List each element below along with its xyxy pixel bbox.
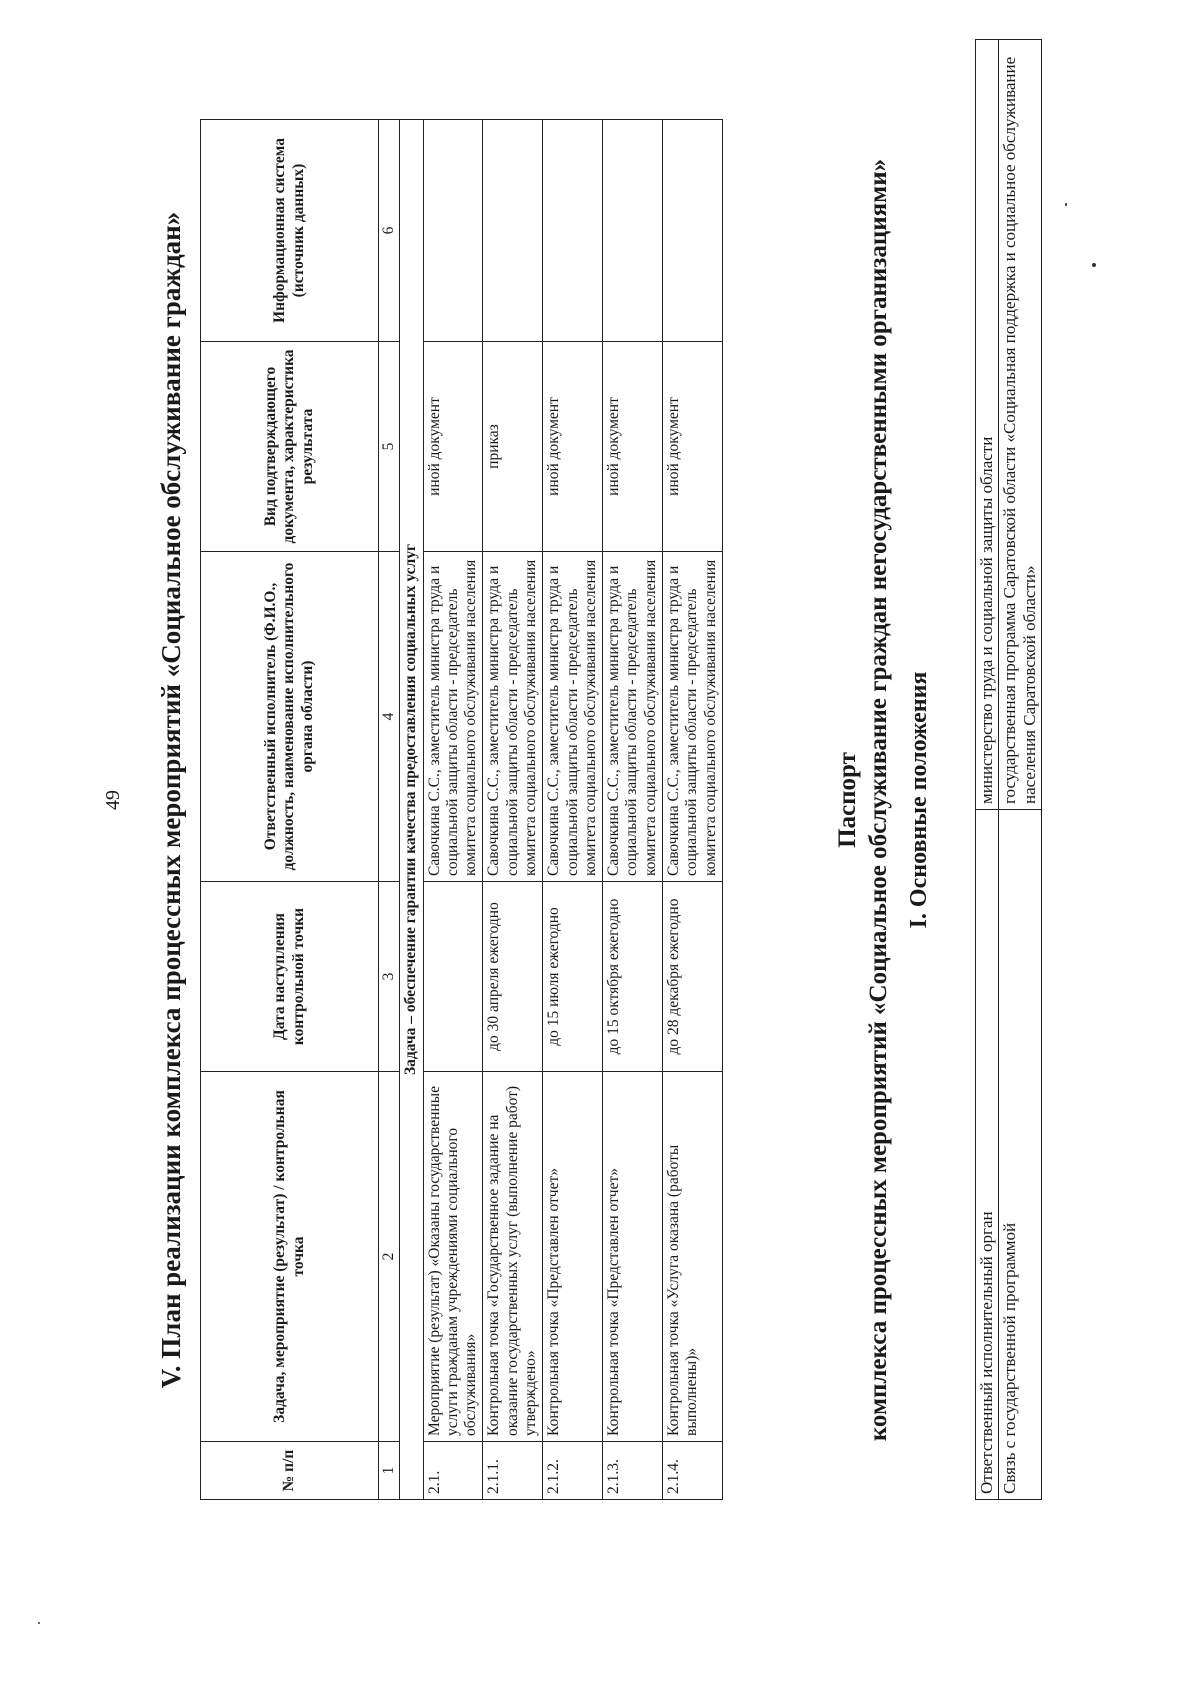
basics-label: Ответственный исполнительный орган [976,810,999,1500]
table-row [662,120,722,1500]
row-responsible: Савочкина С.С., заместитель министра труда и социальной защиты области - председатель комитета социального обслуживания населения [483,552,543,882]
basics-value: государственная программа Саратовской области «Социальная поддержка и социальное обслуживание населения Саратовской области» [999,40,1042,810]
header-document: Вид подтверждающего документа, характеристика результата [201,342,379,552]
basics-value: министерство труда и социальной защиты области [976,40,999,810]
row-info-system [423,120,483,342]
header-info-system: Информационная система (источник данных) [201,120,379,342]
rotated-landscape-page [80,56,1060,1540]
row-number: 2.1.4. [662,1442,722,1500]
row-number: 2.1.3. [603,1442,663,1500]
row-name: Контрольная точка «Представлен отчет» [603,1072,663,1442]
row-date: до 15 октября ежегодно [603,882,663,1072]
header-number: № п/п [201,1442,379,1500]
table-row [543,120,603,1500]
scan-speck [1092,263,1096,267]
header-task: Задача, мероприятие (результат) / контрольная точка [201,1072,379,1442]
row-date: до 15 июля ежегодно [543,882,603,1072]
column-number: 4 [379,552,400,882]
row-responsible: Савочкина С.С., заместитель министра труда и социальной защиты области - председатель комитета социального обслуживания населения [603,552,663,882]
column-number-row [379,120,400,1500]
task-row [400,120,423,1500]
table-row [423,120,483,1500]
header-date: Дата наступления контрольной точки [201,882,379,1072]
scan-speck [1065,203,1067,206]
row-number: 2.1. [423,1442,483,1500]
task-title: Задача – обеспечение гарантии качества предоставления социальных услуг [400,120,423,1500]
row-responsible: Савочкина С.С., заместитель министра труда и социальной защиты области - председатель комитета социального обслуживания населения [662,552,722,882]
row-name: Мероприятие (результат) «Оказаны государственные услуги гражданам учреждениями социального обслуживания» [423,1072,483,1442]
column-number: 6 [379,120,400,342]
plan-table [200,119,723,1500]
row-number: 2.1.1. [483,1442,543,1500]
row-number: 2.1.2. [543,1442,603,1500]
row-date: до 30 апреля ежегодно [483,882,543,1072]
row-info-system [543,120,603,342]
table-row [999,40,1042,1500]
header-responsible: Ответственный исполнитель (Ф.И.О., должность, наименование исполнительного органа области) [201,552,379,882]
row-document: иной документ [423,342,483,552]
row-responsible: Савочкина С.С., заместитель министра труда и социальной защиты области - председатель комитета социального обслуживания населения [543,552,603,882]
plan-title: V. План реализации комплекса процессных мероприятий «Социальное обслуживание граждан» [156,211,186,1389]
passport-title-line1: Паспорт [834,752,861,848]
table-row [603,120,663,1500]
row-document: иной документ [662,342,722,552]
row-document: иной документ [543,342,603,552]
row-date [423,882,483,1072]
column-number: 3 [379,882,400,1072]
row-info-system [662,120,722,342]
passport-title [832,60,895,1540]
row-document: приказ [483,342,543,552]
row-name: Контрольная точка «Государственное задание на оказание государственных услуг (выполнение работ) утверждено» [483,1072,543,1442]
passport-title-line2: комплекса процессных мероприятий «Социальное обслуживание граждан негосударственными организациями» [865,158,893,1442]
row-name: Контрольная точка «Представлен отчет» [543,1072,603,1442]
column-number: 1 [379,1442,400,1500]
scan-speck [38,1622,40,1624]
basics-table [975,39,1042,1500]
row-date: до 28 декабря ежегодно [662,882,722,1072]
table-row [976,40,999,1500]
column-number: 5 [379,342,400,552]
basics-label: Связь с государственной программой [999,810,1042,1500]
row-name: Контрольная точка «Услуга оказана (работы выполнены)» [662,1072,722,1442]
section-title: I. Основные положения [906,671,932,929]
page-number: 49 [102,790,124,810]
plan-header-row [201,120,379,1500]
row-info-system [483,120,543,342]
row-info-system [603,120,663,342]
row-responsible: Савочкина С.С., заместитель министра труда и социальной защиты области - председатель комитета социального обслуживания населения [423,552,483,882]
column-number: 2 [379,1072,400,1442]
table-row [483,120,543,1500]
row-document: иной документ [603,342,663,552]
